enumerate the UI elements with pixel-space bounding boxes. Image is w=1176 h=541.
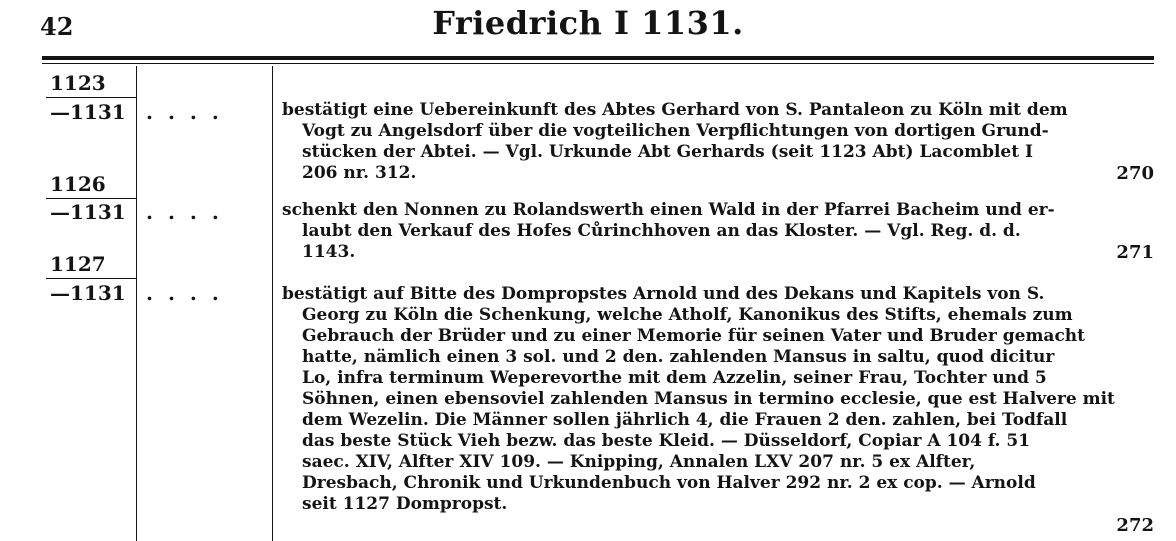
column-divider-date	[136, 66, 137, 541]
entry-line: Dresbach, Chronik und Urkundenbuch von Halver 292 nr. 2 ex cop. — Arnold	[302, 473, 1036, 493]
entry-text	[282, 200, 1154, 263]
entry-line: bestätigt auf Bitte des Dompropstes Arnold und des Dekans und Kapitels von S.	[282, 284, 1045, 304]
regest-number: 271	[1116, 242, 1154, 263]
dots: ....	[146, 200, 234, 224]
entry-line: schenkt den Nonnen zu Rolandswerth einen Wald in der Pfarrei Bacheim und er-	[282, 200, 1055, 220]
entry-line: hatte, nämlich einen 3 sol. und 2 den. zahlenden Mansus in saltu, quod dicitur	[302, 347, 1055, 367]
entry-line: 1143.	[302, 242, 356, 262]
dots: ....	[146, 281, 234, 305]
entry-line: Georg zu Köln die Schenkung, welche Atholf, Kanonikus des Stifts, ehemals zum	[302, 305, 1073, 325]
date-start: 1126	[50, 172, 106, 196]
page-title: Friedrich I 1131.	[432, 4, 744, 42]
date-start: 1127	[50, 252, 106, 276]
date-end: —1131	[50, 100, 126, 124]
date-start: 1123	[50, 71, 106, 95]
date-rule	[46, 278, 136, 279]
entry-text	[282, 100, 1154, 184]
date-end: —1131	[50, 281, 126, 305]
entry-line: bestätigt eine Uebereinkunft des Abtes Gerhard von S. Pantaleon zu Köln mit dem	[282, 100, 1068, 120]
header-rule-thick	[42, 56, 1154, 60]
entry-line: Vogt zu Angelsdorf über die vogteilichen Verpflichtungen von dortigen Grund-	[302, 121, 1049, 141]
entry-line: Söhnen, einen ebensoviel zahlenden Mansus in termino ecclesie, que est Halvere mit	[302, 389, 1115, 409]
regest-number: 270	[1116, 163, 1154, 184]
entry-line: laubt den Verkauf des Hofes Cůrinchhoven an das Kloster. — Vgl. Reg. d. d.	[302, 221, 1021, 241]
entry-text	[282, 284, 1154, 515]
date-end: —1131	[50, 200, 126, 224]
entry-line: seit 1127 Dompropst.	[302, 494, 508, 514]
entry-line: dem Wezelin. Die Männer sollen jährlich 4, die Frauen 2 den. zahlen, bei Todfall	[302, 410, 1068, 430]
entry-line: Gebrauch der Brüder und zu einer Memorie für seinen Vater und Bruder gemacht	[302, 326, 1086, 346]
date-rule	[46, 97, 136, 98]
regest-number: 272	[1116, 515, 1154, 536]
header-rule-thin	[42, 63, 1154, 64]
date-rule	[46, 198, 136, 199]
entry-line: Lo, infra terminum Weperevorthe mit dem Azzelin, seiner Frau, Tochter und 5	[302, 368, 1047, 388]
dots: ....	[146, 100, 234, 124]
entry-line: 206 nr. 312.	[302, 163, 417, 183]
entry-line: stücken der Abtei. — Vgl. Urkunde Abt Gerhards (seit 1123 Abt) Lacomblet I	[302, 142, 1033, 162]
column-divider-text	[272, 66, 273, 541]
entry-line: saec. XIV, Alfter XIV 109. — Knipping, Annalen LXV 207 nr. 5 ex Alfter,	[302, 452, 976, 472]
page-number: 42	[40, 12, 74, 41]
entry-line: das beste Stück Vieh bezw. das beste Kleid. — Düsseldorf, Copiar A 104 f. 51	[302, 431, 1031, 451]
